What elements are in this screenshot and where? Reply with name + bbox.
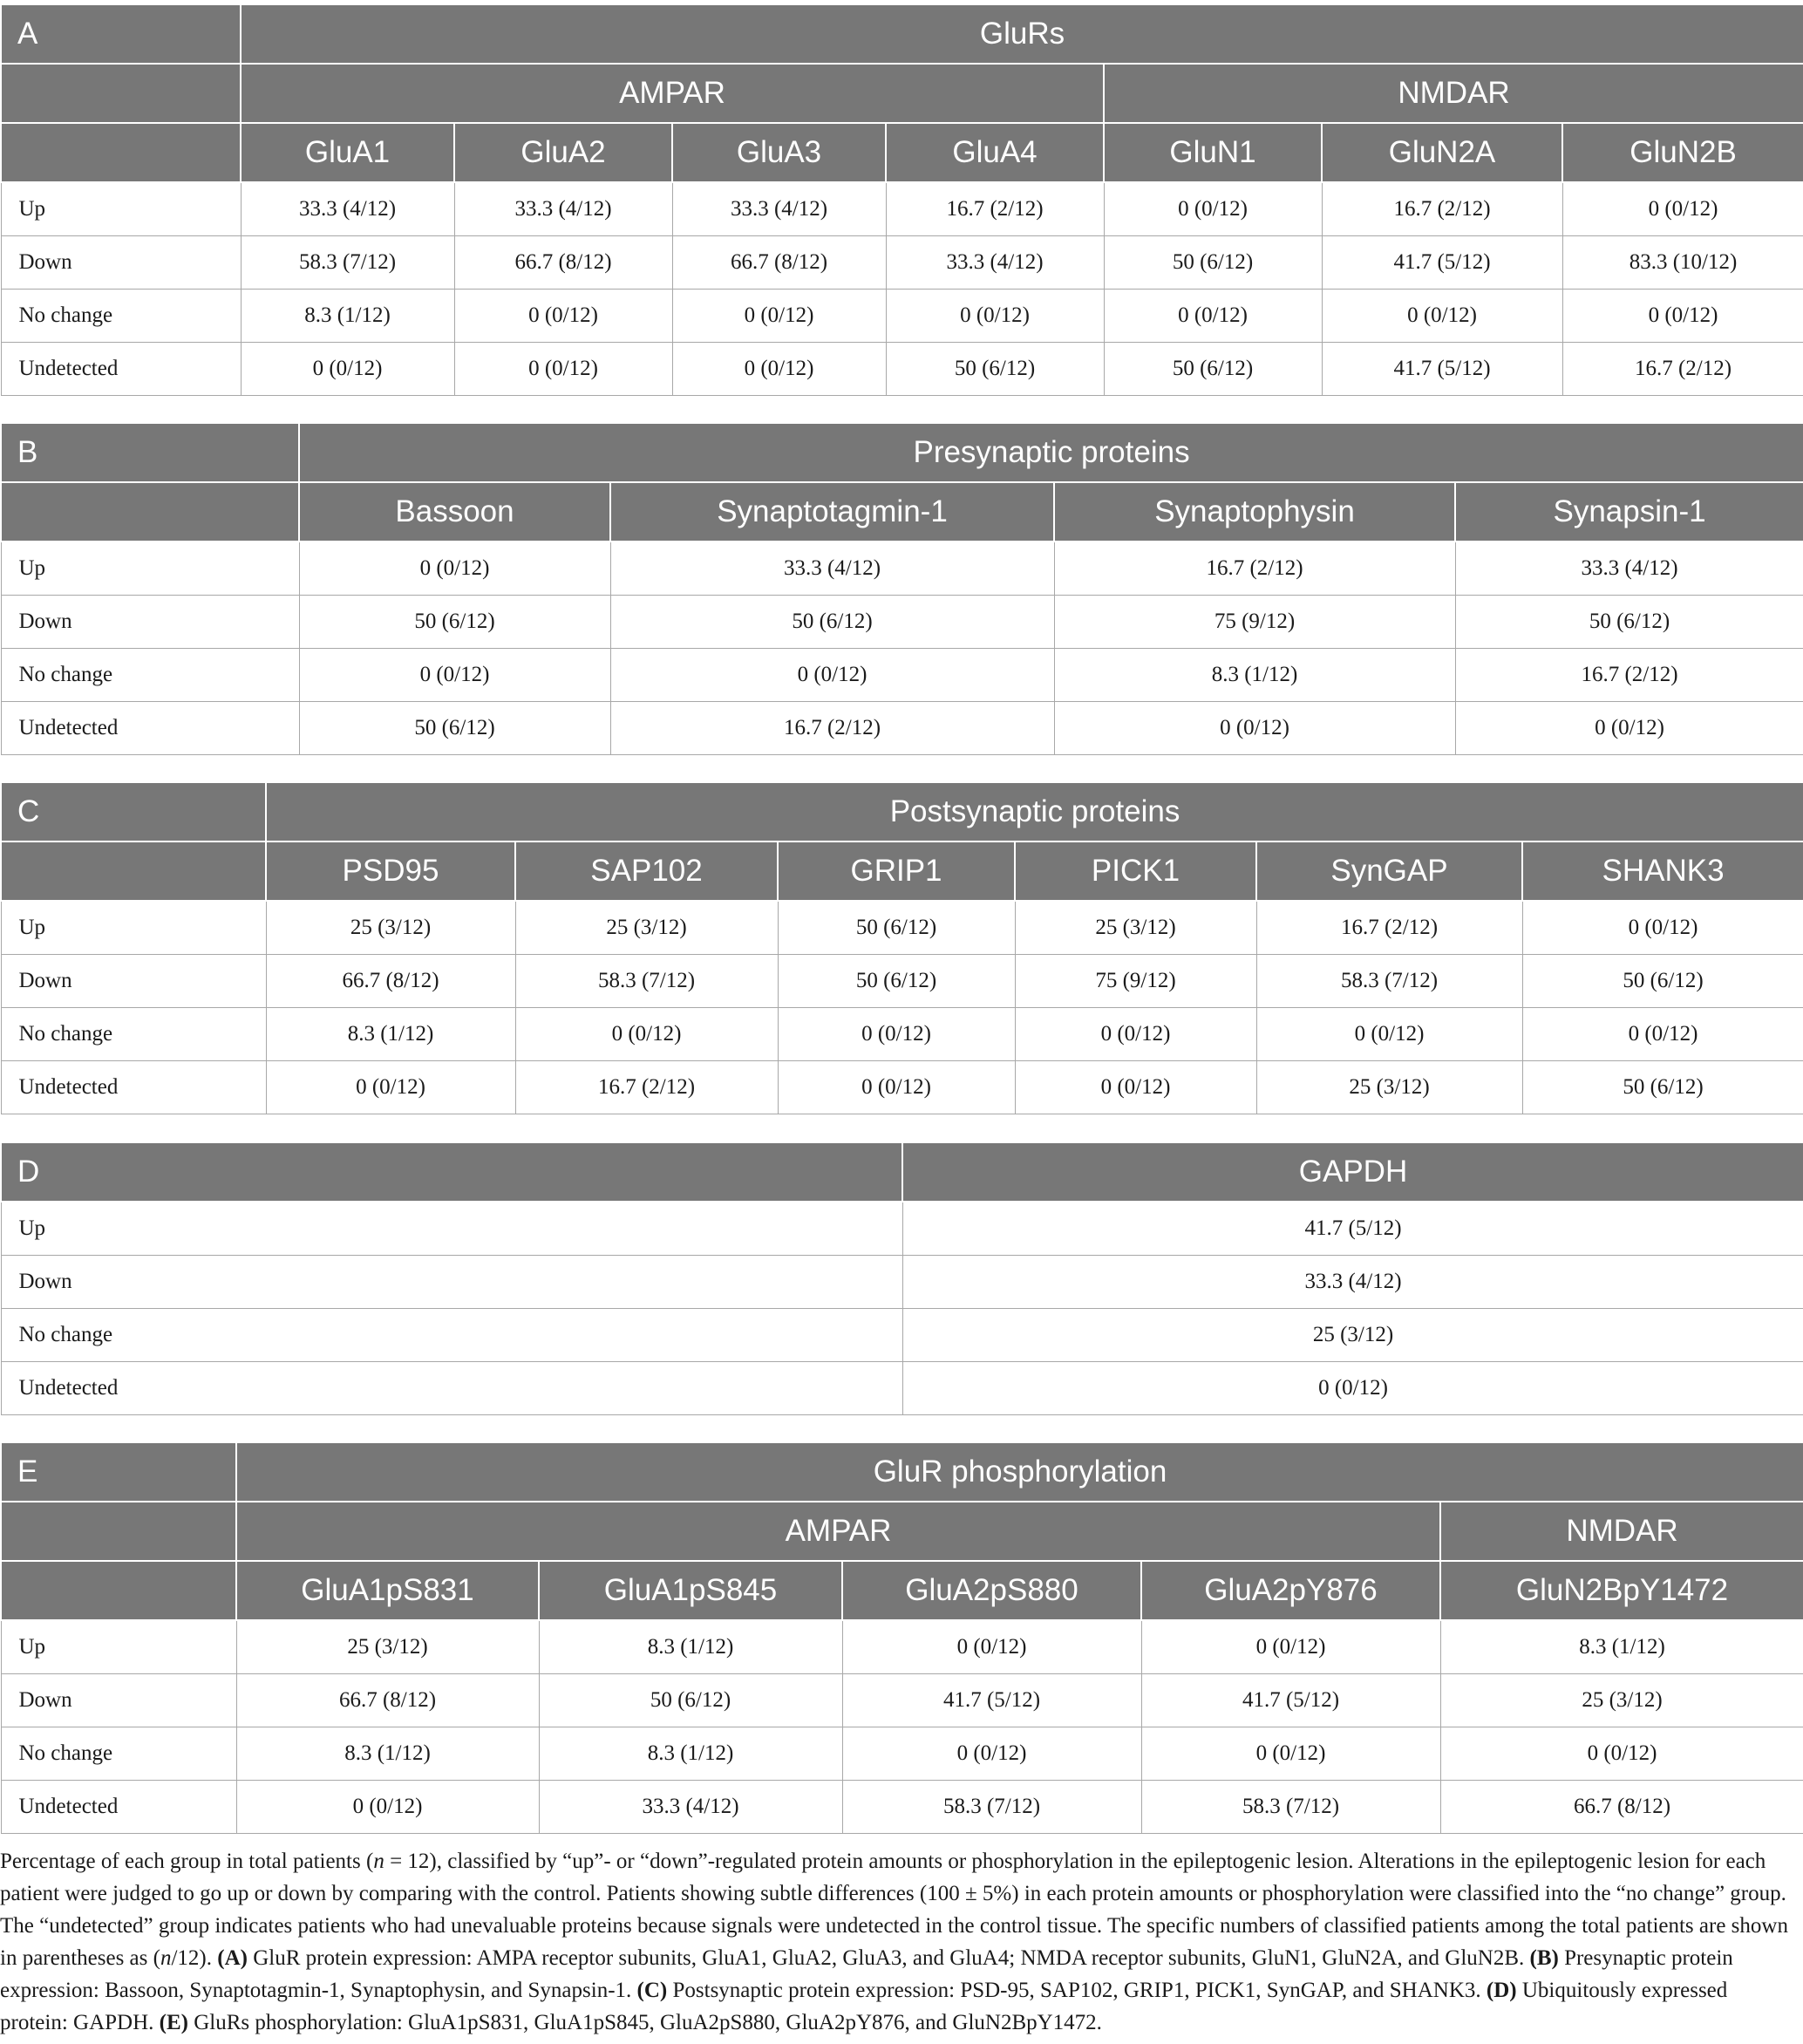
table-cell: 0 (0/12) bbox=[454, 290, 672, 343]
table-cell: 0 (0/12) bbox=[1141, 1620, 1440, 1674]
column-header: GluN1 bbox=[1104, 123, 1322, 182]
row-label: No change bbox=[1, 1008, 266, 1061]
column-header: GluA3 bbox=[672, 123, 886, 182]
column-header: Bassoon bbox=[299, 482, 610, 542]
table-cell: 0 (0/12) bbox=[1256, 1008, 1522, 1061]
footnote-label-a: (A) bbox=[217, 1946, 248, 1970]
table-cell: 66.7 (8/12) bbox=[266, 955, 515, 1008]
table-d-title: GAPDH bbox=[902, 1142, 1803, 1202]
table-cell: 58.3 (7/12) bbox=[241, 236, 454, 290]
footnote-text: Postsynaptic protein expression: PSD-95, SAP102, GRIP1, PICK1, SynGAP, and SHANK3. bbox=[667, 1979, 1487, 2002]
table-cell: 8.3 (1/12) bbox=[1054, 649, 1455, 702]
table-c-title: Postsynaptic proteins bbox=[266, 782, 1803, 841]
table-row bbox=[1, 1202, 1803, 1256]
table-cell: 25 (3/12) bbox=[266, 901, 515, 955]
table-row bbox=[1, 901, 1803, 955]
column-header: SHANK3 bbox=[1522, 841, 1803, 901]
table-cell: 33.3 (4/12) bbox=[610, 542, 1054, 596]
table-row bbox=[1, 236, 1803, 290]
row-label: Undetected bbox=[1, 1781, 236, 1834]
footnote-text: Percentage of each group in total patients ( bbox=[0, 1850, 374, 1873]
table-row bbox=[1, 290, 1803, 343]
table-cell: 8.3 (1/12) bbox=[1440, 1620, 1803, 1674]
table-cell: 8.3 (1/12) bbox=[241, 290, 454, 343]
table-cell: 8.3 (1/12) bbox=[236, 1727, 539, 1781]
table-cell: 0 (0/12) bbox=[842, 1620, 1141, 1674]
footnote-label-d: (D) bbox=[1486, 1979, 1517, 2002]
table-a-title: GluRs bbox=[241, 4, 1803, 64]
table-row bbox=[1, 542, 1803, 596]
table-cell: 50 (6/12) bbox=[778, 955, 1015, 1008]
table-cell: 58.3 (7/12) bbox=[515, 955, 778, 1008]
table-cell: 33.3 (4/12) bbox=[454, 182, 672, 236]
table-cell: 0 (0/12) bbox=[1141, 1727, 1440, 1781]
column-header: GRIP1 bbox=[778, 841, 1015, 901]
table-cell: 58.3 (7/12) bbox=[1256, 955, 1522, 1008]
footnote-text: Ubiquitously expressed protein: GAPDH. bbox=[0, 1979, 1728, 2034]
footnote-label-c: (C) bbox=[636, 1979, 668, 2002]
table-cell: 0 (0/12) bbox=[778, 1061, 1015, 1114]
table-row bbox=[1, 1781, 1803, 1834]
table-footnote bbox=[0, 1845, 1796, 2039]
table-cell: 33.3 (4/12) bbox=[886, 236, 1104, 290]
table-a-group-nmdar: NMDAR bbox=[1104, 64, 1803, 123]
column-header: PSD95 bbox=[266, 841, 515, 901]
column-header: GluA1pS845 bbox=[539, 1561, 842, 1620]
table-cell: 33.3 (4/12) bbox=[539, 1781, 842, 1834]
table-cell: 16.7 (2/12) bbox=[1562, 343, 1803, 396]
table-cell: 0 (0/12) bbox=[886, 290, 1104, 343]
table-cell: 0 (0/12) bbox=[1015, 1008, 1256, 1061]
row-label: No change bbox=[1, 290, 241, 343]
column-header: GluN2A bbox=[1322, 123, 1562, 182]
table-cell: 25 (3/12) bbox=[1440, 1674, 1803, 1727]
column-header: GluA2 bbox=[454, 123, 672, 182]
table-cell: 0 (0/12) bbox=[778, 1008, 1015, 1061]
table-cell: 25 (3/12) bbox=[515, 901, 778, 955]
table-cell: 33.3 (4/12) bbox=[672, 182, 886, 236]
table-cell: 58.3 (7/12) bbox=[1141, 1781, 1440, 1834]
table-e-label: E bbox=[1, 1442, 236, 1502]
table-cell: 50 (6/12) bbox=[299, 596, 610, 649]
footnote-italic: n bbox=[373, 1850, 384, 1873]
table-cell: 25 (3/12) bbox=[1256, 1061, 1522, 1114]
table-row bbox=[1, 596, 1803, 649]
row-label: No change bbox=[1, 1727, 236, 1781]
row-label: Up bbox=[1, 901, 266, 955]
table-cell: 41.7 (5/12) bbox=[1322, 236, 1562, 290]
table-cell: 0 (0/12) bbox=[902, 1362, 1803, 1415]
table-cell: 0 (0/12) bbox=[672, 343, 886, 396]
table-cell: 25 (3/12) bbox=[1015, 901, 1256, 955]
table-c-label: C bbox=[1, 782, 266, 841]
table-row bbox=[1, 649, 1803, 702]
table-cell: 0 (0/12) bbox=[454, 343, 672, 396]
table-cell: 66.7 (8/12) bbox=[672, 236, 886, 290]
table-row bbox=[1, 343, 1803, 396]
row-label: Undetected bbox=[1, 702, 299, 755]
column-header: Synaptotagmin-1 bbox=[610, 482, 1054, 542]
table-cell: 0 (0/12) bbox=[299, 649, 610, 702]
table-cell: 16.7 (2/12) bbox=[1256, 901, 1522, 955]
table-cell: 0 (0/12) bbox=[672, 290, 886, 343]
footnote-text: = 12), classified by “up”- or “down”-regulated protein amounts or phosphorylation in the epileptogenic lesion. Alterations in the epileptogenic lesion for each patient were judged to go up or down by comparing with the control. Patients showing subtle differences (100 ± 5%) in each protein amounts or phosphorylation were classified into the “no change” group. The “undetected” group indicates patients who had unevaluable proteins because signals were undetected in the control tissue. The specific numbers of classified patients among the total patients are shown in parentheses as ( bbox=[0, 1850, 1788, 1970]
table-cell: 50 (6/12) bbox=[610, 596, 1054, 649]
table-cell: 0 (0/12) bbox=[1455, 702, 1803, 755]
table-cell: 0 (0/12) bbox=[241, 343, 454, 396]
column-header: Synapsin-1 bbox=[1455, 482, 1803, 542]
row-label: Down bbox=[1, 1256, 902, 1309]
table-cell: 0 (0/12) bbox=[266, 1061, 515, 1114]
table-cell: 33.3 (4/12) bbox=[1455, 542, 1803, 596]
table-row bbox=[1, 1008, 1803, 1061]
table-cell: 8.3 (1/12) bbox=[539, 1727, 842, 1781]
table-row bbox=[1, 1061, 1803, 1114]
column-header: SynGAP bbox=[1256, 841, 1522, 901]
footnote-italic: n bbox=[160, 1946, 172, 1970]
table-cell: 16.7 (2/12) bbox=[1054, 542, 1455, 596]
column-header: GluA1pS831 bbox=[236, 1561, 539, 1620]
row-label: Up bbox=[1, 1620, 236, 1674]
table-cell: 0 (0/12) bbox=[1015, 1061, 1256, 1114]
table-cell: 0 (0/12) bbox=[515, 1008, 778, 1061]
column-header: PICK1 bbox=[1015, 841, 1256, 901]
table-e-group-ampar: AMPAR bbox=[236, 1502, 1440, 1561]
table-cell: 33.3 (4/12) bbox=[241, 182, 454, 236]
table-cell: 16.7 (2/12) bbox=[515, 1061, 778, 1114]
row-label: Undetected bbox=[1, 1061, 266, 1114]
table-cell: 0 (0/12) bbox=[236, 1781, 539, 1834]
row-label: Down bbox=[1, 955, 266, 1008]
table-cell: 66.7 (8/12) bbox=[1440, 1781, 1803, 1834]
table-cell: 0 (0/12) bbox=[1562, 182, 1803, 236]
table-a-glurs bbox=[0, 3, 1803, 396]
column-header: GluA1 bbox=[241, 123, 454, 182]
table-d-label: D bbox=[1, 1142, 902, 1202]
table-cell: 50 (6/12) bbox=[1104, 236, 1322, 290]
table-cell: 66.7 (8/12) bbox=[454, 236, 672, 290]
table-cell: 0 (0/12) bbox=[842, 1727, 1141, 1781]
table-cell: 0 (0/12) bbox=[610, 649, 1054, 702]
table-e-group-nmdar: NMDAR bbox=[1440, 1502, 1803, 1561]
table-a-label: A bbox=[1, 4, 241, 64]
table-cell: 33.3 (4/12) bbox=[902, 1256, 1803, 1309]
row-label: No change bbox=[1, 1309, 902, 1362]
footnote-text: GluRs phosphorylation: GluA1pS831, GluA1pS845, GluA2pS880, GluA2pY876, and GluN2BpY1472. bbox=[187, 2011, 1102, 2034]
column-header: GluA4 bbox=[886, 123, 1104, 182]
table-cell: 16.7 (2/12) bbox=[610, 702, 1054, 755]
table-cell: 41.7 (5/12) bbox=[842, 1674, 1141, 1727]
table-cell: 25 (3/12) bbox=[236, 1620, 539, 1674]
footnote-label-b: (B) bbox=[1529, 1946, 1559, 1970]
row-label: Undetected bbox=[1, 343, 241, 396]
footnote-text: GluR protein expression: AMPA receptor subunits, GluA1, GluA2, GluA3, and GluA4; NMDA receptor subunits, GluN1, GluN2A, and GluN2B. bbox=[247, 1946, 1530, 1970]
table-cell: 50 (6/12) bbox=[539, 1674, 842, 1727]
table-row bbox=[1, 1620, 1803, 1674]
table-row bbox=[1, 1727, 1803, 1781]
table-row bbox=[1, 1674, 1803, 1727]
table-d-gapdh bbox=[0, 1141, 1803, 1415]
table-cell: 16.7 (2/12) bbox=[1322, 182, 1562, 236]
table-cell: 8.3 (1/12) bbox=[266, 1008, 515, 1061]
table-cell: 16.7 (2/12) bbox=[1455, 649, 1803, 702]
table-cell: 0 (0/12) bbox=[1104, 290, 1322, 343]
column-header: GluN2BpY1472 bbox=[1440, 1561, 1803, 1620]
table-e-glur-phosphorylation bbox=[0, 1441, 1803, 1834]
column-header: GluA2pY876 bbox=[1141, 1561, 1440, 1620]
row-label: Down bbox=[1, 236, 241, 290]
table-row bbox=[1, 1256, 1803, 1309]
table-cell: 8.3 (1/12) bbox=[539, 1620, 842, 1674]
row-label: Up bbox=[1, 1202, 902, 1256]
table-cell: 0 (0/12) bbox=[1054, 702, 1455, 755]
table-cell: 0 (0/12) bbox=[1522, 901, 1803, 955]
row-label: Undetected bbox=[1, 1362, 902, 1415]
table-cell: 0 (0/12) bbox=[299, 542, 610, 596]
table-cell: 75 (9/12) bbox=[1054, 596, 1455, 649]
table-cell: 58.3 (7/12) bbox=[842, 1781, 1141, 1834]
table-cell: 75 (9/12) bbox=[1015, 955, 1256, 1008]
footnote-text: Presynaptic protein expression: Bassoon, Synaptotagmin-1, Synaptophysin, and Synapsin-1. bbox=[0, 1946, 1733, 2002]
table-cell: 41.7 (5/12) bbox=[902, 1202, 1803, 1256]
column-header: SAP102 bbox=[515, 841, 778, 901]
table-cell: 0 (0/12) bbox=[1322, 290, 1562, 343]
table-row bbox=[1, 702, 1803, 755]
row-label: Up bbox=[1, 182, 241, 236]
column-header: GluN2B bbox=[1562, 123, 1803, 182]
table-cell: 50 (6/12) bbox=[1522, 1061, 1803, 1114]
table-cell: 16.7 (2/12) bbox=[886, 182, 1104, 236]
table-cell: 50 (6/12) bbox=[1104, 343, 1322, 396]
column-header: GluA2pS880 bbox=[842, 1561, 1141, 1620]
table-cell: 0 (0/12) bbox=[1104, 182, 1322, 236]
row-label: Up bbox=[1, 542, 299, 596]
table-c-postsynaptic bbox=[0, 781, 1803, 1114]
table-cell: 50 (6/12) bbox=[778, 901, 1015, 955]
table-row bbox=[1, 1309, 1803, 1362]
table-cell: 0 (0/12) bbox=[1522, 1008, 1803, 1061]
table-cell: 50 (6/12) bbox=[299, 702, 610, 755]
table-e-title: GluR phosphorylation bbox=[236, 1442, 1803, 1502]
table-cell: 50 (6/12) bbox=[1455, 596, 1803, 649]
table-cell: 0 (0/12) bbox=[1562, 290, 1803, 343]
row-label: No change bbox=[1, 649, 299, 702]
table-cell: 66.7 (8/12) bbox=[236, 1674, 539, 1727]
table-cell: 41.7 (5/12) bbox=[1322, 343, 1562, 396]
table-b-label: B bbox=[1, 423, 299, 482]
table-cell: 25 (3/12) bbox=[902, 1309, 1803, 1362]
footnote-label-e: (E) bbox=[159, 2011, 188, 2034]
table-cell: 50 (6/12) bbox=[1522, 955, 1803, 1008]
column-header: Synaptophysin bbox=[1054, 482, 1455, 542]
table-row bbox=[1, 182, 1803, 236]
row-label: Down bbox=[1, 1674, 236, 1727]
table-b-presynaptic bbox=[0, 422, 1803, 755]
table-row bbox=[1, 955, 1803, 1008]
table-cell: 0 (0/12) bbox=[1440, 1727, 1803, 1781]
table-row bbox=[1, 1362, 1803, 1415]
table-cell: 83.3 (10/12) bbox=[1562, 236, 1803, 290]
table-a-group-ampar: AMPAR bbox=[241, 64, 1104, 123]
row-label: Down bbox=[1, 596, 299, 649]
table-cell: 41.7 (5/12) bbox=[1141, 1674, 1440, 1727]
table-cell: 50 (6/12) bbox=[886, 343, 1104, 396]
footnote-text: /12). bbox=[171, 1946, 218, 1970]
table-b-title: Presynaptic proteins bbox=[299, 423, 1803, 482]
